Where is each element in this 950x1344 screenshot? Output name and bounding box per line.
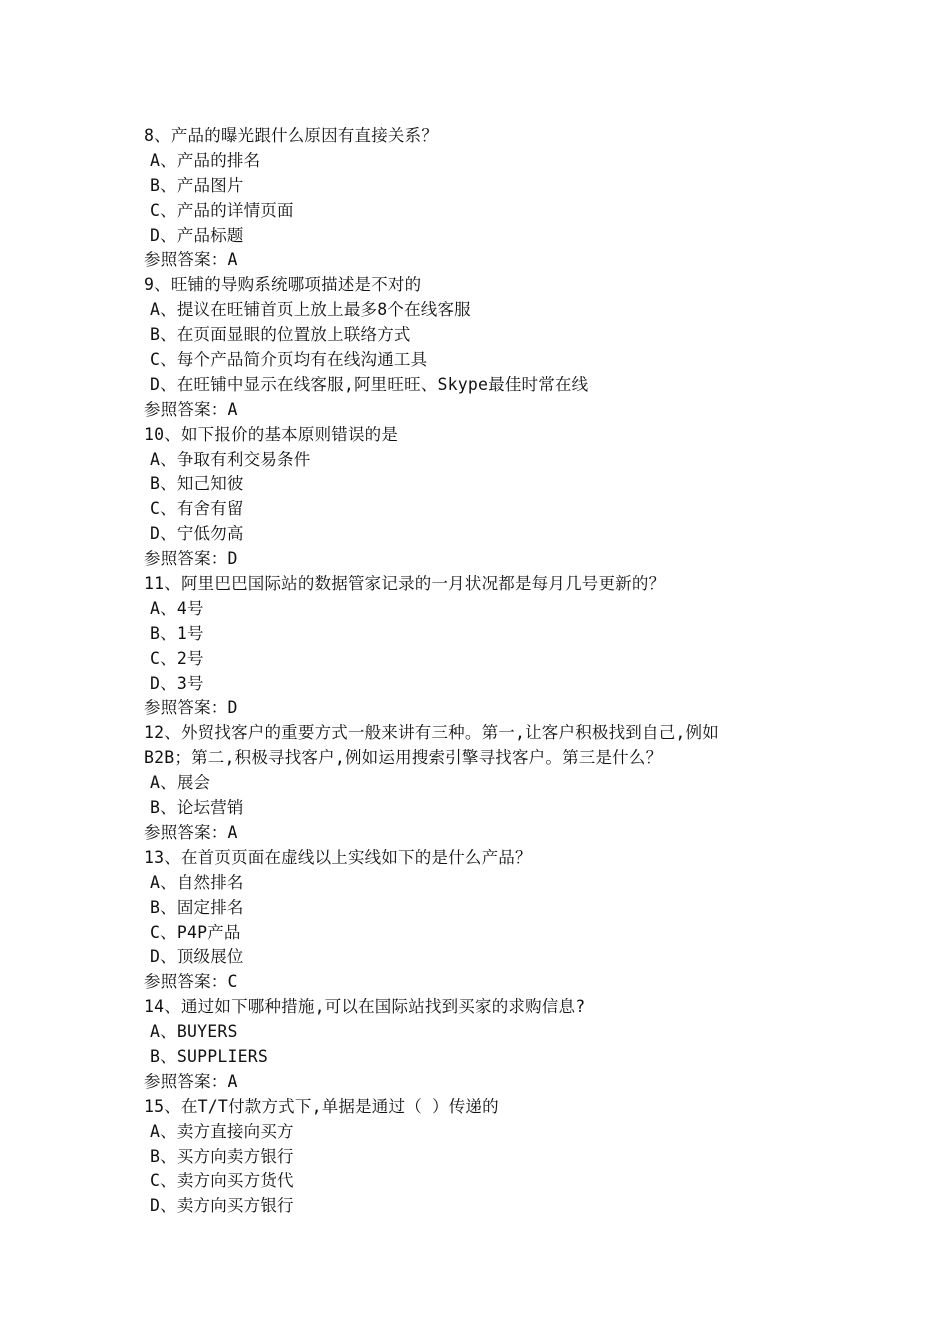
answer-option: D、卖方向买方银行	[150, 1196, 294, 1216]
answer-option: D、产品标题	[150, 225, 244, 245]
answer-option: C、每个产品简介页均有在线沟通工具	[150, 350, 428, 370]
question-text: 9、旺铺的导购系统哪项描述是不对的	[144, 275, 422, 295]
answer-option: B、产品图片	[150, 175, 244, 195]
answer-option: C、有舍有留	[150, 499, 244, 519]
answer-option: B、论坛营销	[150, 798, 244, 818]
reference-answer: 参照答案：A	[144, 1071, 238, 1091]
reference-answer: 参照答案：D	[144, 698, 238, 718]
answer-option: C、2号	[150, 648, 204, 668]
reference-answer: 参照答案：C	[144, 972, 238, 992]
answer-option: A、4号	[150, 598, 204, 618]
reference-answer: 参照答案：D	[144, 549, 238, 569]
answer-option: B、SUPPLIERS	[150, 1046, 269, 1066]
reference-answer: 参照答案：A	[144, 399, 238, 419]
answer-option: A、提议在旺铺首页上放上最多8个在线客服	[150, 300, 471, 320]
answer-option: B、在页面显眼的位置放上联络方式	[150, 325, 411, 345]
answer-option: A、BUYERS	[150, 1022, 238, 1042]
answer-option: C、卖方向买方货代	[150, 1171, 294, 1191]
question-text: 14、通过如下哪种措施,可以在国际站找到买家的求购信息?	[144, 997, 586, 1017]
question-text: 10、如下报价的基本原则错误的是	[144, 424, 399, 444]
question-text: 8、产品的曝光跟什么原因有直接关系？	[144, 126, 439, 145]
reference-answer: 参照答案：A	[144, 250, 238, 270]
answer-option: A、卖方直接向买方	[150, 1121, 294, 1141]
answer-option: D、宁低勿高	[150, 524, 244, 544]
answer-option: B、买方向卖方银行	[150, 1146, 294, 1166]
answer-option: B、知己知彼	[150, 474, 244, 494]
question-list	[144, 124, 824, 1219]
question-text: B2B；第二,积极寻找客户,例如运用搜索引擎寻找客户。第三是什么？	[144, 748, 663, 768]
question-text: 11、阿里巴巴国际站的数据管家记录的一月状况都是每月几号更新的？	[144, 574, 666, 594]
answer-option: A、争取有利交易条件	[150, 449, 311, 469]
answer-option: C、P4P产品	[150, 922, 241, 942]
answer-option: D、在旺铺中显示在线客服,阿里旺旺、Skype最佳时常在线	[150, 374, 589, 394]
answer-option: A、自然排名	[150, 872, 244, 892]
answer-option: C、产品的详情页面	[150, 200, 294, 220]
answer-option: B、1号	[150, 623, 204, 643]
answer-option: A、展会	[150, 773, 211, 793]
answer-option: B、固定排名	[150, 897, 244, 917]
answer-option: D、3号	[150, 673, 204, 693]
question-text: 13、在首页页面在虚线以上实线如下的是什么产品？	[144, 847, 532, 867]
reference-answer: 参照答案：A	[144, 822, 238, 842]
question-text: 12、外贸找客户的重要方式一般来讲有三种。第一,让客户积极找到自己,例如	[144, 723, 719, 743]
question-text: 15、在T/T付款方式下,单据是通过（ ）传递的	[144, 1096, 499, 1116]
answer-option: D、顶级展位	[150, 947, 244, 967]
answer-option: A、产品的排名	[150, 150, 261, 170]
